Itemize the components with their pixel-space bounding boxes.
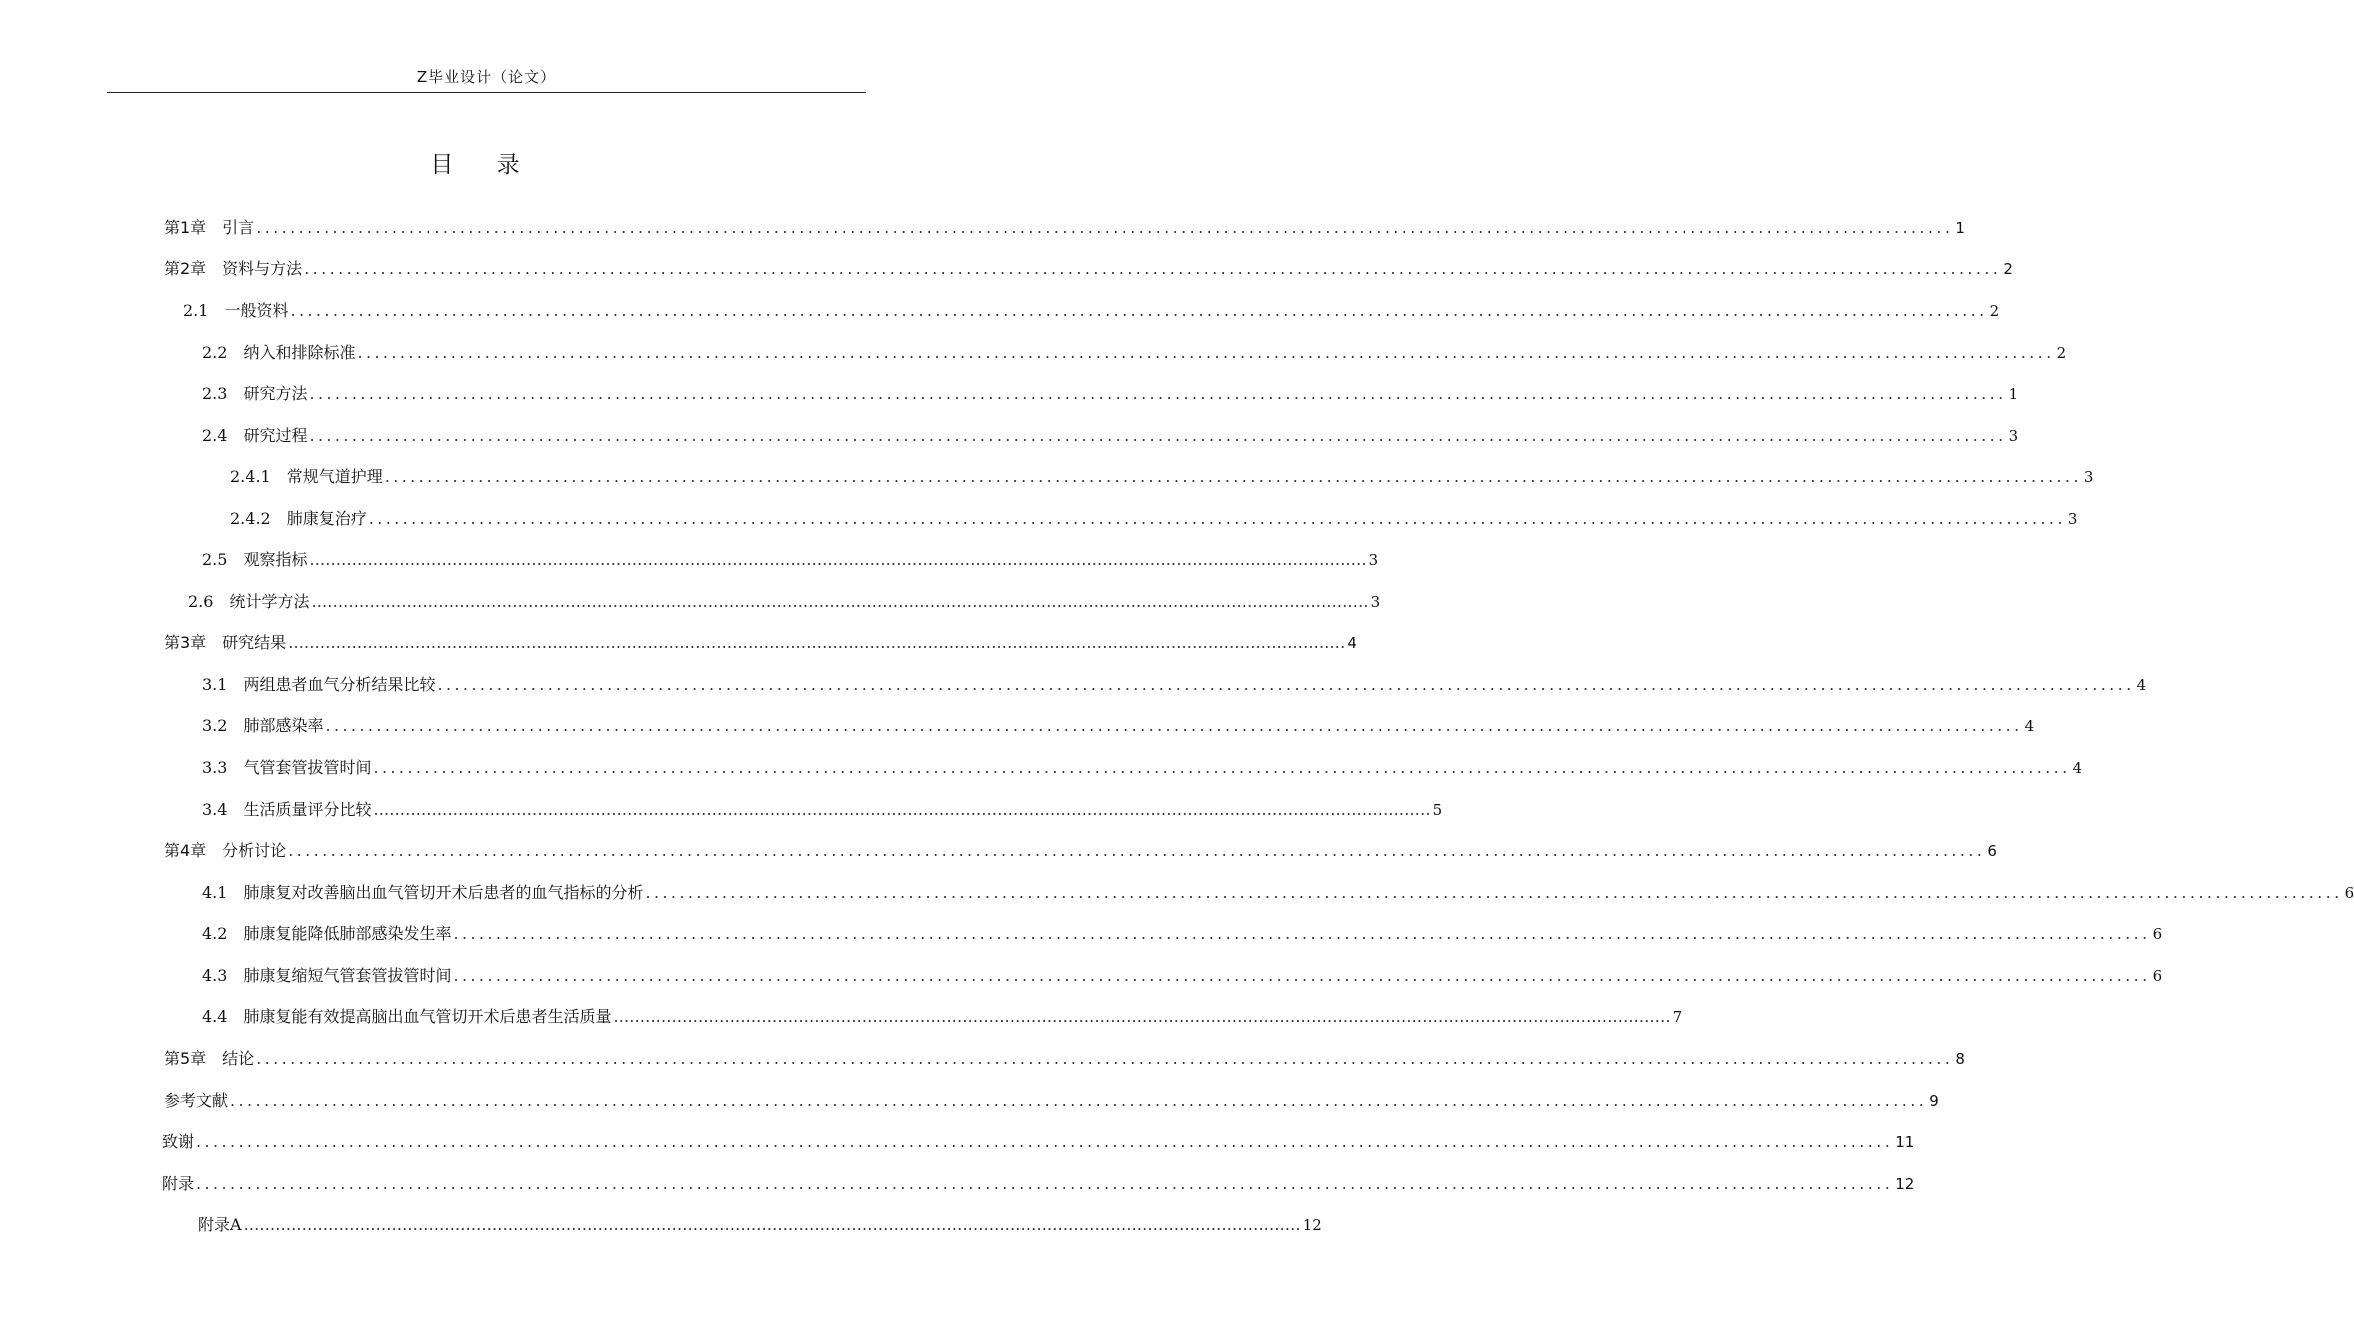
dot-leader: ........................................................................................................................................................................................................ (196, 1174, 1894, 1193)
dot-leader: ........................................................................................................................................................................................................ (373, 758, 2071, 777)
dot-leader: ........................................................................................................................................................................................................ (437, 675, 2135, 694)
dot-leader: ........................................................................................................................................................................................................ (645, 883, 2343, 902)
toc-title (0, 146, 950, 179)
toc-title-char-2: 录 (496, 152, 520, 178)
toc-entry-chapter-3[interactable]: 第3章 研究结果 ........................................................................................................................................................................................................ 4 (164, 633, 1357, 652)
toc-entry-4-4[interactable]: 4.4 肺康复能有效提高脑出血气管切开术后患者生活质量 ........................................................................................................................................................................................................ 7 (202, 1007, 1683, 1026)
toc-entry-2-2[interactable]: 2.2 纳入和排除标准 ........................................................................................................................................................................................................ 2 (202, 343, 2067, 362)
dot-leader: ........................................................................................................................................................................................................ (288, 841, 1986, 860)
toc-entry-appendix[interactable]: 附录 ........................................................................................................................................................................................................ 12 (162, 1174, 1915, 1193)
dot-leader: ........................................................................................................................................................................................................ (311, 592, 1369, 611)
toc-entry-2-6[interactable]: 2.6 统计学方法 ........................................................................................................................................................................................................ 3 (188, 592, 1381, 611)
dot-leader: ........................................................................................................................................................................................................ (304, 259, 2002, 278)
header-divider (107, 92, 866, 93)
toc-entry-chapter-5[interactable]: 第5章 结论 ........................................................................................................................................................................................................ 8 (164, 1049, 1965, 1068)
toc-title-char-1: 目 (430, 152, 454, 178)
dot-leader: ........................................................................................................................................................................................................ (256, 218, 1954, 237)
dot-leader: ........................................................................................................................................................................................................ (373, 800, 1431, 819)
dot-leader: ........................................................................................................................................................................................................ (309, 550, 1367, 569)
toc-entry-chapter-1[interactable]: 第1章 引言 ........................................................................................................................................................................................................ 1 (164, 218, 1965, 237)
dot-leader: ........................................................................................................................................................................................................ (243, 1215, 1301, 1234)
toc-entry-2-4[interactable]: 2.4 研究过程 ........................................................................................................................................................................................................ 3 (202, 426, 2019, 445)
toc-entry-chapter-4[interactable]: 第4章 分析讨论 ........................................................................................................................................................................................................ 6 (164, 841, 1997, 860)
dot-leader: ........................................................................................................................................................................................................ (288, 633, 1346, 652)
toc-entry-appendix-a[interactable]: 附录A ........................................................................................................................................................................................................ 12 (198, 1215, 1322, 1234)
dot-leader: ........................................................................................................................................................................................................ (256, 1049, 1954, 1068)
toc-entry-4-2[interactable]: 4.2 肺康复能降低肺部感染发生率 ........................................................................................................................................................................................................ 6 (202, 924, 2163, 943)
dot-leader: ........................................................................................................................................................................................................ (613, 1007, 1671, 1026)
dot-leader: ........................................................................................................................................................................................................ (368, 509, 2066, 528)
toc-entry-4-3[interactable]: 4.3 肺康复缩短气管套管拔管时间 ........................................................................................................................................................................................................ 6 (202, 966, 2163, 985)
toc-entry-3-3[interactable]: 3.3 气管套管拔管时间 ........................................................................................................................................................................................................ 4 (202, 758, 2083, 777)
dot-leader: ........................................................................................................................................................................................................ (453, 924, 2151, 943)
page-header: Z毕业设计（论文） (416, 68, 557, 86)
toc-entry-2-1[interactable]: 2.1 一般资料 ........................................................................................................................................................................................................ 2 (183, 301, 2000, 320)
toc-entry-3-4[interactable]: 3.4 生活质量评分比较 ........................................................................................................................................................................................................ 5 (202, 800, 1443, 819)
toc-entry-3-1[interactable]: 3.1 两组患者血气分析结果比较 ........................................................................................................................................................................................................ 4 (202, 675, 2147, 694)
dot-leader: ........................................................................................................................................................................................................ (309, 384, 2007, 403)
toc-entry-references[interactable]: 参考文献 ........................................................................................................................................................................................................ 9 (164, 1091, 1939, 1110)
toc-entry-2-4-2[interactable]: 2.4.2 肺康复治疗 ........................................................................................................................................................................................................ 3 (230, 509, 2078, 528)
toc-entry-2-3[interactable]: 2.3 研究方法 ........................................................................................................................................................................................................ 1 (202, 384, 2019, 403)
dot-leader: ........................................................................................................................................................................................................ (384, 467, 2082, 486)
toc-entry-acknowledgements[interactable]: 致谢 ........................................................................................................................................................................................................ 11 (162, 1132, 1915, 1151)
toc-entry-3-2[interactable]: 3.2 肺部感染率 ........................................................................................................................................................................................................ 4 (202, 716, 2035, 735)
toc-entry-4-1[interactable]: 4.1 肺康复对改善脑出血气管切开术后患者的血气指标的分析 ........................................................................................................................................................................................................ 6 (202, 883, 2354, 902)
dot-leader: ........................................................................................................................................................................................................ (230, 1091, 1928, 1110)
toc-entry-chapter-2[interactable]: 第2章 资料与方法 ........................................................................................................................................................................................................ 2 (164, 259, 2013, 278)
toc-entry-2-4-1[interactable]: 2.4.1 常规气道护理 ........................................................................................................................................................................................................ 3 (230, 467, 2094, 486)
dot-leader: ........................................................................................................................................................................................................ (196, 1132, 1894, 1151)
toc-entry-2-5[interactable]: 2.5 观察指标 ........................................................................................................................................................................................................ 3 (202, 550, 1379, 569)
dot-leader: ........................................................................................................................................................................................................ (325, 716, 2023, 735)
dot-leader: ........................................................................................................................................................................................................ (290, 301, 1988, 320)
dot-leader: ........................................................................................................................................................................................................ (357, 343, 2055, 362)
dot-leader: ........................................................................................................................................................................................................ (309, 426, 2007, 445)
dot-leader: ........................................................................................................................................................................................................ (453, 966, 2151, 985)
